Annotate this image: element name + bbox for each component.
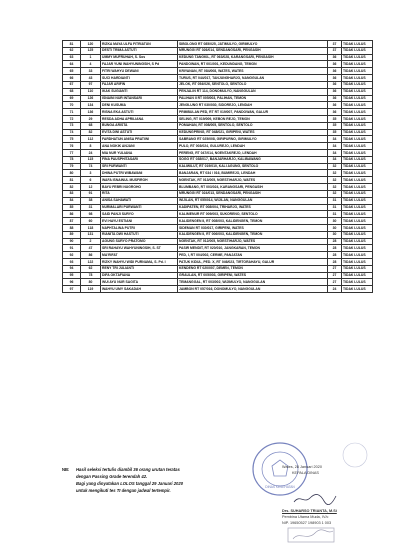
table-cell-id: 98 <box>81 211 101 218</box>
table-cell-name: RITA <box>101 190 178 197</box>
table-row <box>63 279 373 286</box>
table-cell-status: TIDAK LULUS <box>342 61 373 68</box>
table-cell-id: 29 <box>81 115 101 122</box>
results-table-body <box>63 41 373 293</box>
table-cell-status: TIDAK LULUS <box>342 231 373 238</box>
table-cell-no: 93 <box>63 259 81 266</box>
table-cell-score: 35 <box>328 129 342 136</box>
table-cell-name: RISNA EKA ASTUTI <box>101 109 178 116</box>
sign-place-date: Wates, 28 Januari 2020 <box>282 465 322 469</box>
table-cell-addr: JENGLUNG RT 030/030, SIDOREJO, LENDAH <box>178 102 328 109</box>
table-cell-name: NURMALARI PURWANTI <box>101 204 178 211</box>
table-cell-score: 24 <box>328 286 342 293</box>
table-cell-score: 30 <box>328 218 342 225</box>
table-cell-name: SAID PANJI SURYO <box>101 211 178 218</box>
table-cell-id: 74 <box>81 163 101 170</box>
table-cell-status: TIDAK LULUS <box>342 81 373 88</box>
note-line: Hasil seleksi tertulis diambil 36 orang urutan teratas <box>76 467 180 472</box>
table-cell-status: TIDAK LULUS <box>342 115 373 122</box>
table-cell-addr: KADIPATEN, RT 008/004, TRIHARJO, WATES <box>178 204 328 211</box>
table-cell-no: 86 <box>63 211 81 218</box>
table-cell-score: 34 <box>328 143 342 150</box>
table-cell-name: BUNGA ARISTA <box>101 122 178 129</box>
table-row <box>63 156 373 163</box>
table-cell-id: 119 <box>81 286 101 293</box>
table-cell-no: 66 <box>63 75 81 82</box>
table-cell-score: 34 <box>328 136 342 143</box>
table-cell-name: DESTI TRIMA ASTUTI <box>101 47 178 54</box>
table-cell-name: DHINA PUTRI WIBAWANI <box>101 170 178 177</box>
table-cell-status: TIDAK LULUS <box>342 47 373 54</box>
table-cell-status: TIDAK LULUS <box>342 150 373 157</box>
table-cell-status: TIDAK LULUS <box>342 245 373 252</box>
table-cell-status: TIDAK LULUS <box>342 170 373 177</box>
table-row <box>63 265 373 272</box>
table-cell-id: 97 <box>81 81 101 88</box>
table-cell-id: 1 <box>81 54 101 61</box>
table-cell-addr: NGENTAK, RT 012/005, NGESTIHARJO, WATES <box>178 238 328 245</box>
table-cell-score: 27 <box>328 272 342 279</box>
paraf-stamp <box>285 525 340 547</box>
table-cell-status: TIDAK LULUS <box>342 265 373 272</box>
table-cell-id: 60 <box>81 218 101 225</box>
table-cell-name: NAPHTALINA PUTRI <box>101 224 178 231</box>
table-row <box>63 204 373 211</box>
table-cell-id: 122 <box>81 259 101 266</box>
table-cell-name: RENY TRI JULIANTI <box>101 265 178 272</box>
table-cell-status: TIDAK LULUS <box>342 129 373 136</box>
table-cell-no: 97 <box>63 286 81 293</box>
table-cell-id: 62 <box>81 265 101 272</box>
table-row <box>63 272 373 279</box>
table-cell-score: 28 <box>328 252 342 259</box>
table-cell-score: 36 <box>328 68 342 75</box>
table-cell-score: 32 <box>328 177 342 184</box>
table-cell-name: WAFA ISNAINUL MUSFIROH <box>101 177 178 184</box>
table-cell-id: 110 <box>81 88 101 95</box>
table-cell-no: 65 <box>63 68 81 75</box>
table-cell-id: 8 <box>81 143 101 150</box>
table-cell-no: 87 <box>63 218 81 225</box>
table-cell-score: 36 <box>328 75 342 82</box>
table-row <box>63 95 373 102</box>
results-table <box>62 40 373 293</box>
table-cell-score: 36 <box>328 95 342 102</box>
handwritten-signature <box>292 492 338 506</box>
table-cell-id: 4 <box>81 61 101 68</box>
note-label: NB: <box>62 467 70 472</box>
table-cell-no: 95 <box>63 272 81 279</box>
sign-rank: Pembina Utama Muda, IV/c <box>282 515 329 519</box>
table-cell-addr: SOGO RT 038/017, BANJARHARJO, KALIBAWANG <box>178 156 328 163</box>
table-cell-name: ANA NOKIK ANJANI <box>101 143 178 150</box>
note-line: dengan Passing Grade terendah 42. <box>76 474 148 479</box>
table-cell-addr: PANDOWAN, RT 001/001, KEDUNDANG, TEMON <box>178 61 328 68</box>
table-cell-status: TIDAK LULUS <box>342 272 373 279</box>
table-cell-name: AGUNG SURYO PRATOMO <box>101 238 178 245</box>
table-cell-addr: KALIMENUR RT 009/003, SUKORENO, SENTOLO <box>178 211 328 218</box>
table-cell-status: TIDAK LULUS <box>342 190 373 197</box>
table-row <box>63 109 373 116</box>
table-cell-id: 43 <box>81 75 101 82</box>
table-cell-addr: PERENG, RT 047/014, NGENTAKREJO, LENDAH <box>178 150 328 157</box>
table-cell-addr: SABRANG RT 025/008, GIRIPURNO, GIRIMULYO <box>178 136 328 143</box>
faint-stamp-mark <box>340 440 370 470</box>
table-row <box>63 102 373 109</box>
table-cell-status: TIDAK LULUS <box>342 184 373 191</box>
table-row <box>63 211 373 218</box>
table-cell-no: 72 <box>63 115 81 122</box>
table-cell-score: 27 <box>328 265 342 272</box>
table-cell-status: TIDAK LULUS <box>342 163 373 170</box>
table-cell-name: EVI HAYU ESTIANI <box>101 218 178 225</box>
table-cell-name: RIANITA DWI HASTUTI <box>101 231 178 238</box>
table-row <box>63 81 373 88</box>
table-cell-id: 118 <box>81 224 101 231</box>
table-row <box>63 177 373 184</box>
table-cell-no: 96 <box>63 279 81 286</box>
table-cell-no: 85 <box>63 204 81 211</box>
table-cell-name: SRI PURWANTI <box>101 163 178 170</box>
table-cell-status: TIDAK LULUS <box>342 218 373 225</box>
table-cell-id: 131 <box>81 231 101 238</box>
table-row <box>63 286 373 293</box>
table-cell-name: EVITA DWI ASTUTI <box>101 129 178 136</box>
table-cell-score: 37 <box>328 41 342 48</box>
table-cell-addr: PALIHAN II RT 005/003, PALIHAN, TEMON <box>178 95 328 102</box>
table-cell-id: 115 <box>81 156 101 163</box>
table-cell-no: 83 <box>63 190 81 197</box>
table-cell-no: 89 <box>63 231 81 238</box>
table-cell-score: 36 <box>328 81 342 88</box>
table-cell-addr: NGENTAK, RT 013/005, NGESTIHARJO, WATES <box>178 177 328 184</box>
table-cell-addr: PRIMBULAN PED, RT RT 019/007, PANDOWAN, GALUR <box>178 109 328 116</box>
table-row <box>63 163 373 170</box>
table-row <box>63 136 373 143</box>
table-cell-no: 78 <box>63 156 81 163</box>
table-cell-name: WUI AYU NUR SAGITA <box>101 279 178 286</box>
table-cell-score: 36 <box>328 109 342 116</box>
table-cell-addr: KALIDENGEN II, RT 006/003, KALIDENGEN, TEMON <box>178 231 328 238</box>
table-cell-no: 84 <box>63 197 81 204</box>
table-cell-score: 32 <box>328 190 342 197</box>
table-cell-no: 76 <box>63 143 81 150</box>
table-row <box>63 41 373 48</box>
table-cell-score: 31 <box>328 204 342 211</box>
table-cell-name: MA'RIFAT <box>101 252 178 259</box>
table-cell-status: TIDAK LULUS <box>342 197 373 204</box>
table-cell-no: 77 <box>63 150 81 157</box>
table-cell-status: TIDAK LULUS <box>342 279 373 286</box>
table-cell-status: TIDAK LULUS <box>342 95 373 102</box>
table-cell-id: 86 <box>81 252 101 259</box>
table-cell-score: 28 <box>328 245 342 252</box>
table-cell-addr: BANJARAN, RT 034 / 016, BUMIREJO, LENDAH <box>178 170 328 177</box>
table-cell-score: 34 <box>328 156 342 163</box>
table-cell-addr: MRUNGGI RT 024/013, SENDANGSARI, PENGASIH <box>178 190 328 197</box>
table-cell-addr: PED, I, RT 004/002, CERME, PANJATAN <box>178 252 328 259</box>
table-cell-score: 36 <box>328 54 342 61</box>
table-cell-no: 90 <box>63 238 81 245</box>
table-cell-name: RIZKA MAYA ULFA FITRIATUN <box>101 41 178 48</box>
table-cell-name: FITRI WAHYU DEWANI <box>101 68 178 75</box>
table-cell-status: TIDAK LULUS <box>342 68 373 75</box>
table-cell-addr: SIDEMAN RT 030/017, GIRIPENI, WATES <box>178 224 328 231</box>
table-cell-addr: KEDUNG TANGKIL, RT 063/028, KARANGSARI, PENGASIH <box>178 54 328 61</box>
table-cell-no: 68 <box>63 88 81 95</box>
table-cell-no: 81 <box>63 177 81 184</box>
note-line: Bagi yang dinyatakan LOLOS tanggal 29 Januari 2020 <box>76 481 184 486</box>
table-cell-name: ISNAINI NUR INTANSARI <box>101 95 178 102</box>
table-cell-no: 91 <box>63 245 81 252</box>
table-cell-addr: MRUNGGI RT 026/014, SENDANGSARI, PENGASIH <box>178 47 328 54</box>
table-cell-name: BAYU FEBRI NUGROHO <box>101 184 178 191</box>
table-cell-no: 82 <box>63 184 81 191</box>
table-cell-id: 47 <box>81 245 101 252</box>
table-cell-no: 79 <box>63 163 81 170</box>
table-row <box>63 115 373 122</box>
table-cell-name: UMMY MUFRUHAH, S. Sos <box>101 54 178 61</box>
table-cell-id: 68 <box>81 122 101 129</box>
stamp-text: DINAS KESEHATAN <box>265 485 295 489</box>
table-cell-name: IKAK SUGIANTI <box>101 88 178 95</box>
table-cell-addr: TEMANGGAL, RT 003/002, WIJIMULYO, NANGGULAN <box>178 279 328 286</box>
table-cell-addr: PASIR MENDIT, RT 020/010, JANGKARAN, TEMON <box>178 245 328 252</box>
table-cell-score: 32 <box>328 170 342 177</box>
table-cell-no: 70 <box>63 102 81 109</box>
table-cell-name: DIFA OKTAFIANA <box>101 272 178 279</box>
table-cell-addr: PENJALIN RT 114, DONOMULYO, NANGGULAN <box>178 88 328 95</box>
table-cell-id: 3 <box>81 170 101 177</box>
table-cell-addr: PATUK KIDUL, PED. X, RT 046/023, TIRTORAHAYU, GALUR <box>178 259 328 266</box>
table-cell-name: DENI KUSUMA <box>101 102 178 109</box>
table-cell-name: WAHYU UMY SAKADAH <box>101 286 178 293</box>
table-cell-no: 63 <box>63 54 81 61</box>
table-cell-score: 36 <box>328 88 342 95</box>
table-cell-id: 125 <box>81 47 101 54</box>
table-row <box>63 68 373 75</box>
table-cell-addr: KEDUNGPRING, RT 048/021, GIRIPENI, WATES <box>178 129 328 136</box>
table-cell-id: 12 <box>81 184 101 191</box>
table-cell-score: 28 <box>328 238 342 245</box>
table-cell-addr: KALIWILUT, RT 019/010, KALI AGUNG, SENTOLO <box>178 163 328 170</box>
table-cell-no: 92 <box>63 252 81 259</box>
table-cell-score: 30 <box>328 224 342 231</box>
table-cell-name: FAJAR YUNI WAHYUNINGSIH, S Pd <box>101 61 178 68</box>
table-cell-status: TIDAK LULUS <box>342 224 373 231</box>
table-cell-addr: KENDENG RT 020/007, DEMEN, TEMON <box>178 265 328 272</box>
table-cell-status: TIDAK LULUS <box>342 54 373 61</box>
table-row <box>63 143 373 150</box>
table-row <box>63 61 373 68</box>
table-row <box>63 150 373 157</box>
table-cell-status: TIDAK LULUS <box>342 286 373 293</box>
table-row <box>63 170 373 177</box>
table-cell-status: TIDAK LULUS <box>342 252 373 259</box>
table-cell-no: 73 <box>63 122 81 129</box>
table-cell-status: TIDAK LULUS <box>342 88 373 95</box>
table-cell-addr: KRIYANAN, RT 084/008, WATES, WATES <box>178 68 328 75</box>
table-row <box>63 252 373 259</box>
table-cell-name: ANISA SAHAWATI <box>101 197 178 204</box>
table-row <box>63 122 373 129</box>
table-cell-no: 67 <box>63 81 81 88</box>
table-cell-name: RIZKY WAHYU WIDI PURNAMA, S. Pd. I <box>101 259 178 266</box>
table-cell-no: 69 <box>63 95 81 102</box>
table-cell-addr: TURUS, RT 044/017, TANJUNGHARJO, NANGGULAN <box>178 75 328 82</box>
table-cell-no: 75 <box>63 136 81 143</box>
table-cell-status: TIDAK LULUS <box>342 41 373 48</box>
table-cell-status: TIDAK LULUS <box>342 136 373 143</box>
table-cell-no: 88 <box>63 224 81 231</box>
table-cell-status: TIDAK LULUS <box>342 75 373 82</box>
table-row <box>63 88 373 95</box>
table-cell-id: 80 <box>81 279 101 286</box>
table-cell-status: TIDAK LULUS <box>342 122 373 129</box>
table-row <box>63 245 373 252</box>
table-row <box>63 47 373 54</box>
table-cell-name: SUCI HARDIANTI <box>101 75 178 82</box>
table-cell-no: 62 <box>63 47 81 54</box>
table-cell-id: 134 <box>81 102 101 109</box>
table-cell-id: 24 <box>81 150 101 157</box>
table-cell-score: 35 <box>328 122 342 129</box>
table-cell-name: MIA NUR YULIANA <box>101 150 178 157</box>
sign-name: Drs. SUHARSO TRIANTA, M.Si <box>282 509 337 513</box>
table-row <box>63 231 373 238</box>
table-cell-score: 28 <box>328 259 342 266</box>
table-cell-name: SRI RAHAYU WAHYUNINGSIH, S. ST <box>101 245 178 252</box>
table-row <box>63 129 373 136</box>
table-cell-id: 126 <box>81 95 101 102</box>
table-cell-id: 136 <box>81 109 101 116</box>
table-cell-score: 37 <box>328 47 342 54</box>
table-cell-name: FINA PAUSPHITASARI <box>101 156 178 163</box>
sign-nip: NIP. 19650527 198903 1 003 <box>282 521 332 525</box>
table-row <box>63 54 373 61</box>
table-cell-status: TIDAK LULUS <box>342 109 373 116</box>
table-cell-id: 2 <box>81 238 101 245</box>
table-cell-id: 91 <box>81 190 101 197</box>
table-cell-id: 112 <box>81 136 101 143</box>
table-cell-no: 74 <box>63 129 81 136</box>
table-row <box>63 218 373 225</box>
table-cell-no: 71 <box>63 109 81 116</box>
table-cell-name: FARDHATUN ANISA PRATIWI <box>101 136 178 143</box>
table-cell-score: 31 <box>328 211 342 218</box>
table-row <box>63 259 373 266</box>
table-cell-score: 32 <box>328 184 342 191</box>
table-cell-no: 64 <box>63 61 81 68</box>
table-cell-addr: SIBOLONG RT 085/025, JATIMULYO, GIRIMULYO <box>178 41 328 48</box>
table-cell-score: 32 <box>328 163 342 170</box>
table-row <box>63 75 373 82</box>
table-cell-addr: KALIDENGEN II, RT 008/003, KALIDENGEN, TEMON <box>178 218 328 225</box>
table-cell-id: 38 <box>81 197 101 204</box>
table-cell-score: 30 <box>328 231 342 238</box>
table-cell-no: 94 <box>63 265 81 272</box>
table-row <box>63 224 373 231</box>
table-cell-score: 35 <box>328 115 342 122</box>
table-cell-id: 31 <box>81 204 101 211</box>
table-cell-addr: JELOK, RT 054/026, SENTOLO, SENTOLO <box>178 81 328 88</box>
table-row <box>63 190 373 197</box>
table-cell-no: 80 <box>63 170 81 177</box>
table-cell-status: TIDAK LULUS <box>342 204 373 211</box>
table-cell-id: 78 <box>81 272 101 279</box>
table-cell-status: TIDAK LULUS <box>342 156 373 163</box>
table-cell-name: RESDA ADHA APRILIANA <box>101 115 178 122</box>
sign-title: KEPALA DINAS <box>292 471 319 475</box>
table-cell-score: 27 <box>328 279 342 286</box>
table-cell-status: TIDAK LULUS <box>342 177 373 184</box>
table-row <box>63 184 373 191</box>
table-cell-id: 82 <box>81 129 101 136</box>
table-cell-status: TIDAK LULUS <box>342 211 373 218</box>
table-cell-addr: SELING, RT 019/009, KEBON REJO, TEMON <box>178 115 328 122</box>
table-cell-id: 6 <box>81 177 101 184</box>
table-cell-addr: BLUMBANG, RT 003/024, KARANGSARI, PENGASIH <box>178 184 328 191</box>
table-cell-score: 36 <box>328 102 342 109</box>
table-cell-addr: POMAHAN, RT 008/005, SENTOLO, SENTOLO <box>178 122 328 129</box>
table-cell-score: 36 <box>328 61 342 68</box>
table-cell-status: TIDAK LULUS <box>342 259 373 266</box>
table-cell-addr: GRAULAN, RT 005/003, GIRIPENI, WATES <box>178 272 328 279</box>
table-cell-id: 33 <box>81 68 101 75</box>
table-row <box>63 238 373 245</box>
table-cell-addr: JAMBON RT 057/016, DONOMULYO, NANGGULAN <box>178 286 328 293</box>
table-cell-score: 31 <box>328 197 342 204</box>
table-cell-addr: PULO, RT 003/024, GULUREJO, LENDAH <box>178 143 328 150</box>
table-cell-score: 34 <box>328 150 342 157</box>
table-cell-status: TIDAK LULUS <box>342 238 373 245</box>
table-cell-addr: WIJILAN, RT 055/014, WIJILAN, NANGGULAN <box>178 197 328 204</box>
table-row <box>63 197 373 204</box>
table-cell-status: TIDAK LULUS <box>342 102 373 109</box>
table-cell-status: TIDAK LULUS <box>342 143 373 150</box>
table-cell-id: 120 <box>81 41 101 48</box>
table-cell-no: 81 <box>63 41 81 48</box>
table-cell-name: FAJAR ARIFIN <box>101 81 178 88</box>
note-line: untuk mengikuti tes TI dengan jadwal tertempir. <box>76 488 171 493</box>
